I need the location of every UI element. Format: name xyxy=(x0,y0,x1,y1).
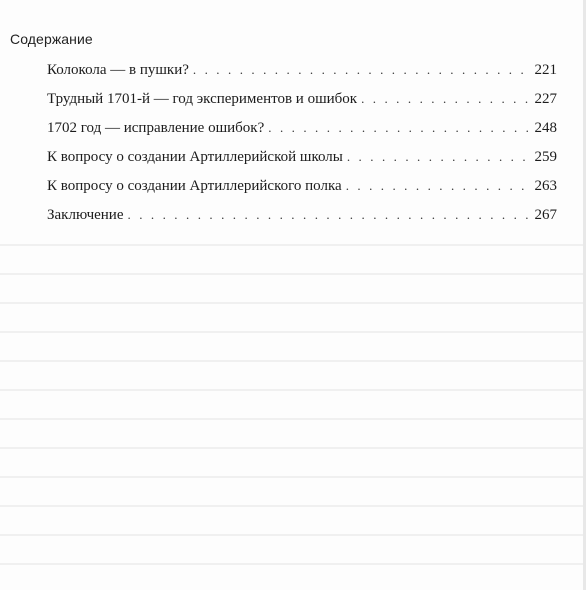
toc-entry xyxy=(47,147,557,176)
table-of-contents xyxy=(47,60,557,234)
toc-entry-title: Заключение xyxy=(47,207,124,223)
dot-leader xyxy=(346,176,530,196)
toc-entry xyxy=(47,176,557,205)
toc-entry xyxy=(47,60,557,89)
dot-leader xyxy=(361,89,530,109)
toc-entry-page: 267 xyxy=(534,207,557,223)
toc-entry xyxy=(47,89,557,118)
toc-entry-page: 263 xyxy=(534,178,557,194)
bleed-through-texture xyxy=(0,230,586,590)
toc-entry-page: 227 xyxy=(534,91,557,107)
toc-entry-title: 1702 год — исправление ошибок? xyxy=(47,120,265,136)
toc-entry-page: 248 xyxy=(534,120,557,136)
toc-entry-page: 221 xyxy=(534,62,557,78)
toc-entry-title: Трудный 1701-й — год экспериментов и ошибок xyxy=(47,91,358,107)
toc-entry-page: 259 xyxy=(534,149,557,165)
toc-entry-title: Колокола — в пушки? xyxy=(47,62,189,78)
running-head: Содержание xyxy=(10,31,93,47)
dot-leader xyxy=(128,205,531,225)
dot-leader xyxy=(268,118,530,138)
dot-leader xyxy=(193,60,530,80)
toc-entry-title: К вопросу о создании Артиллерийского полка xyxy=(47,178,342,194)
dot-leader xyxy=(347,147,530,167)
toc-entry-title: К вопросу о создании Артиллерийской школы xyxy=(47,149,343,165)
toc-entry xyxy=(47,205,557,234)
toc-entry xyxy=(47,118,557,147)
